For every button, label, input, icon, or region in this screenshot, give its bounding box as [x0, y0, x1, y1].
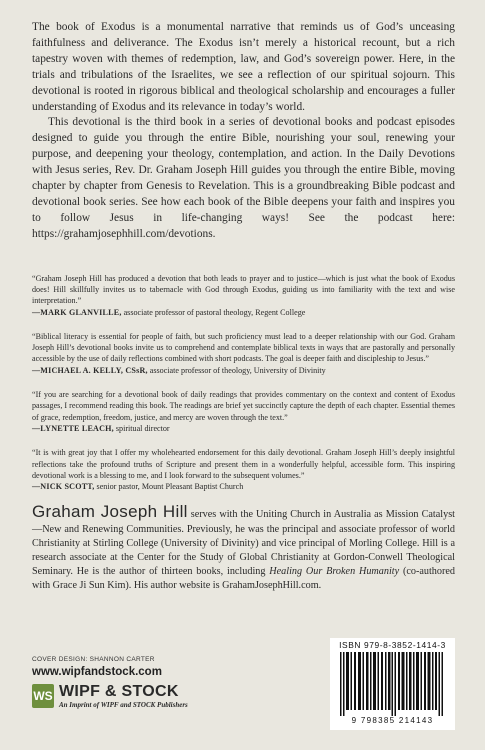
endorsement-text: “Graham Joseph Hill has produced a devotion that both leads to prayer and to justice—which is just what the book of Exodus does! Hill skillfully invites us to tabernacle with God through Exodus, guiding us into familiarity with the text and wise interpretation.”	[32, 273, 455, 306]
isbn-number: ISBN 979-8-3852-1414-3	[339, 640, 446, 650]
cover-design-credit: COVER DESIGN: SHANNON CARTER	[32, 656, 155, 663]
endorser-name: —LYNETTE LEACH,	[32, 423, 114, 433]
endorsement	[32, 331, 455, 376]
endorsement-attribution	[32, 423, 455, 434]
endorsement-attribution	[32, 365, 455, 376]
publisher-website: www.wipfandstock.com	[32, 666, 162, 678]
endorsement-text: “Biblical literacy is essential for people of faith, but such proficiency must lead to a deeper relationship with our God. Graham Joseph Hill’s devotional books invite us to comprehend and contemplate biblical texts in ways that are pastorally and personally accessible by the use of daily reflections combined with short podcasts. The goal is deeper faith and discipleship to Jesus.”	[32, 331, 455, 364]
back-cover-content	[32, 20, 455, 594]
bio-text: serves with the Uniting Church in Australia as Mission Catalyst—New and Renewing Communities. Previously, he was the principal and associate professor of world Christianity at Stirling College (University of Divinity) and vice principal of Morling College. Hill is a research associate at the Center for the Study of Global Christianity at Gordon-Conwell Theological Seminary. He is the author of thirteen books, including	[32, 509, 455, 578]
publisher-footer	[32, 640, 455, 736]
endorser-role: spiritual director	[115, 423, 170, 433]
bio-text-end: (co-authored with Grace Ji Sun Kim). His author website is GrahamJosephHill.com.	[32, 566, 456, 592]
endorser-role: senior pastor, Mount Pleasant Baptist Church	[96, 482, 244, 492]
endorsement	[32, 389, 455, 434]
endorsement-attribution	[32, 307, 455, 318]
endorser-role: associate professor of pastoral theology, Regent College	[123, 307, 306, 317]
book-title: Healing Our Broken Humanity	[269, 566, 400, 578]
publisher-logo-icon: WS	[32, 684, 54, 708]
author-bio	[32, 502, 456, 593]
endorsements	[32, 273, 455, 493]
barcode-digits: 9 798385 214143	[351, 716, 434, 725]
endorsement-attribution	[32, 481, 455, 492]
endorser-name: —NICK SCOTT,	[32, 482, 95, 492]
publisher-imprint: An Imprint of WIPF and STOCK Publishers	[59, 701, 188, 709]
endorser-role: associate professor of theology, University of Divinity	[149, 365, 326, 375]
barcode-icon	[340, 652, 445, 716]
author-name: Graham Joseph Hill	[32, 502, 188, 522]
endorsement	[32, 273, 455, 318]
endorsement	[32, 447, 455, 492]
endorser-name: —MICHAEL A. KELLY, CSsR,	[32, 365, 148, 375]
isbn-barcode	[330, 638, 455, 730]
endorser-name: —MARK GLANVILLE,	[32, 307, 122, 317]
endorsement-text: “It is with great joy that I offer my wholehearted endorsement for this daily devotional. Graham Joseph Hill’s deeply insightful reflections take the profound truths of Scripture and present them in a wonderfully helpful, accessible form. This inspiring devotional work is a blessing to me, and I look forward to the subsequent volumes.”	[32, 448, 455, 480]
blurb-paragraph-2: This devotional is the third book in a series of devotional books and podcast episodes designed to guide you through the entire Bible, nourishing your soul, renewing your purpose, and deepening your theology, contemplation, and action. In the Daily Devotions with Jesus series, Rev. Dr. Graham Joseph Hill guides you through the entire Bible, moving chapter by chapter from Genesis to Revelation. This is a groundbreaking Bible podcast and devotional book series. See how each book of the Bible deepens your faith and inspires you to follow Jesus in life-changing ways! See the podcast here: https://grahamjosephhill.com/devotions.	[32, 116, 455, 240]
publisher-name: WIPF & STOCK	[59, 683, 179, 700]
endorsement-text: “If you are searching for a devotional book of daily readings that provides commentary on the context and content of Exodus passages, I recommend reading this book. The readings are brief yet succinctly capture the depth of each chapter. Essential themes of grace, redemption, freedom, justice, and mercy are woven through the text.”	[32, 390, 455, 422]
blurb-paragraph-1: The book of Exodus is a monumental narrative that reminds us of God’s unceasing faithfulness and deliverance. The Exodus isn’t merely a historical recount, but a rich tapestry woven with themes of redemption, law, and God’s sovereign power. Here, in the trials and tribulations of the Israelites, we see a reflection of our spiritual sojourn. This devotional is rooted in rigorous biblical and theological scholarship and encourages a fuller understanding of Exodus and its relevance in today’s world.	[32, 21, 455, 113]
book-blurb	[32, 20, 455, 243]
